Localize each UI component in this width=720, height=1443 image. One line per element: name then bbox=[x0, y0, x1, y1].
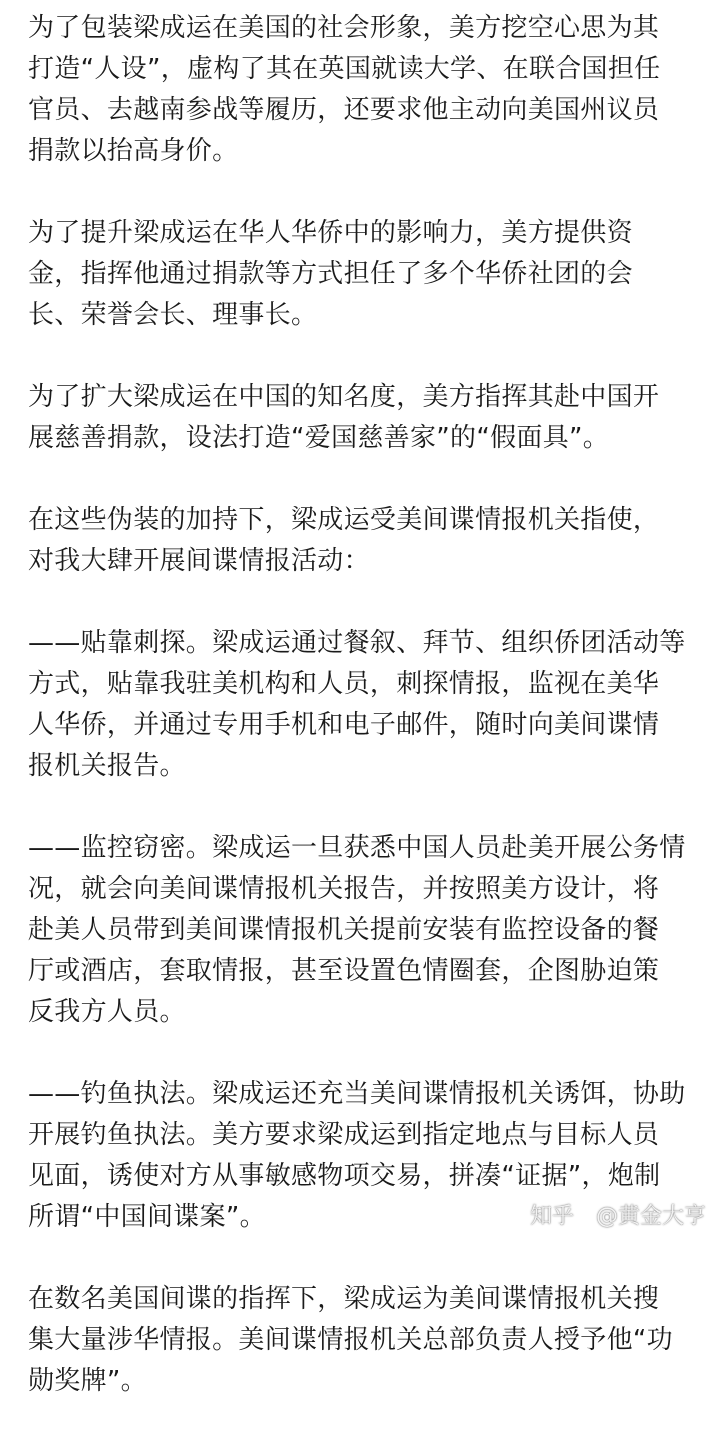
paragraph-medal: 在数名美国间谍的指挥下，梁成运为美间谍情报机关搜 集大量涉华情报。美间谍情报机关总部负责人授予他“功 勋奖牌”。 bbox=[28, 1284, 673, 1396]
paragraph-intro-image: 为了包装梁成运在美国的社会形象，美方挖空心思为其 打造“人设”，虚构了其在英国就读大学、在联合国担任 官员、去越南参战等履历，还要求他主动向美国州议员 捐款以抬高身价。 bbox=[28, 13, 661, 166]
watermark-author: @黄金大亨 bbox=[595, 1204, 706, 1229]
zhihu-watermark bbox=[530, 1199, 706, 1230]
paragraph-entrapment: ——钓鱼执法。梁成运还充当美间谍情报机关诱饵，协助 开展钓鱼执法。美方要求梁成运到指定地点与目标人员 见面，诱使对方从事敏感物项交易，拼凑“证据”，炮制 所谓“中国间谍案”。 bbox=[28, 1079, 686, 1232]
paragraph-surveillance: ——监控窃密。梁成运一旦获悉中国人员赴美开展公务情 况，就会向美间谍情报机关报告，并按照美方设计，将 赴美人员带到美间谍情报机关提前安装有监控设备的餐 厅或酒店，套取情报，甚至设置色情圈套，企图胁迫策 反我方人员。 bbox=[28, 833, 686, 1027]
paragraph-community-influence: 为了提升梁成运在华人华侨中的影响力，美方提供资 金，指挥他通过捐款等方式担任了多个华侨社团的会 长、荣誉会长、理事长。 bbox=[28, 218, 633, 330]
paragraph-approach-spying: ——贴靠刺探。梁成运通过餐叙、拜节、组织侨团活动等 方式，贴靠我驻美机构和人员，刺探情报，监视在美华 人华侨，并通过专用手机和电子邮件，随时向美间谍情 报机关报告。 bbox=[28, 628, 686, 781]
watermark-site: 知乎 bbox=[529, 1204, 574, 1229]
paragraph-china-reputation: 为了扩大梁成运在中国的知名度，美方指挥其赴中国开 展慈善捐款，设法打造“爱国慈善家”的“假面具”。 bbox=[28, 382, 660, 453]
paragraph-espionage-intro: 在这些伪装的加持下，梁成运受美间谍情报机关指使， 对我大肆开展间谍情报活动： bbox=[28, 505, 660, 576]
